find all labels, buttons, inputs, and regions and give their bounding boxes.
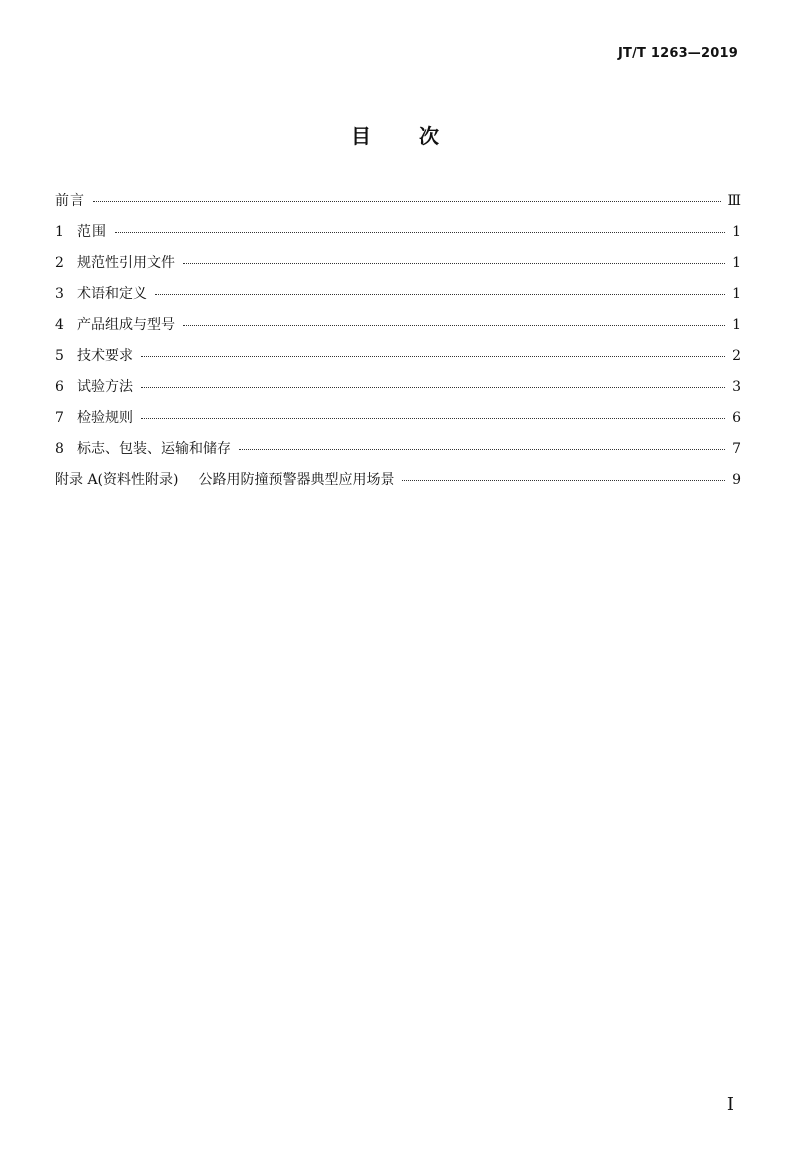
standard-code: JT/T 1263—2019 xyxy=(617,46,738,61)
toc-label: 标志、包装、运输和储存 xyxy=(77,441,231,457)
toc-label: 术语和定义 xyxy=(77,286,147,302)
toc-number: 8 xyxy=(55,441,64,457)
toc-page: 3 xyxy=(732,379,741,395)
toc-page: 1 xyxy=(732,255,741,271)
toc-label: 前言 xyxy=(55,193,85,209)
dot-leader xyxy=(141,418,725,419)
dot-leader xyxy=(402,480,725,481)
toc-entry-requirements[interactable] xyxy=(55,345,741,376)
dot-leader xyxy=(183,325,725,326)
toc-page: Ⅲ xyxy=(727,193,741,209)
page-title xyxy=(0,120,790,149)
toc-entry-composition[interactable] xyxy=(55,314,741,345)
table-of-contents xyxy=(55,190,741,500)
dot-leader xyxy=(115,232,725,233)
toc-label: 检验规则 xyxy=(77,410,133,426)
toc-entry-test-methods[interactable] xyxy=(55,376,741,407)
title-char-1: 目 xyxy=(351,124,371,148)
toc-number: 4 xyxy=(55,317,64,333)
toc-label: 规范性引用文件 xyxy=(77,255,175,271)
toc-number: 7 xyxy=(55,410,64,426)
dot-leader xyxy=(155,294,725,295)
toc-page: 9 xyxy=(732,472,741,488)
dot-leader xyxy=(183,263,725,264)
toc-entry-annex-a[interactable] xyxy=(55,469,741,500)
toc-label: 产品组成与型号 xyxy=(77,317,175,333)
toc-page: 6 xyxy=(732,410,741,426)
dot-leader xyxy=(239,449,725,450)
page-number: I xyxy=(726,1094,734,1115)
toc-entry-marking-packaging[interactable] xyxy=(55,438,741,469)
toc-number: 3 xyxy=(55,286,64,302)
toc-entry-scope[interactable] xyxy=(55,221,741,252)
title-char-2: 次 xyxy=(419,124,439,148)
toc-entry-normative-references[interactable] xyxy=(55,252,741,283)
toc-label: 试验方法 xyxy=(77,379,133,395)
toc-number: 5 xyxy=(55,348,64,364)
toc-number: 6 xyxy=(55,379,64,395)
toc-page: 1 xyxy=(732,286,741,302)
dot-leader xyxy=(141,387,725,388)
toc-number: 1 xyxy=(55,224,64,240)
toc-label: 范围 xyxy=(77,224,107,240)
toc-page: 7 xyxy=(732,441,741,457)
toc-page: 1 xyxy=(732,317,741,333)
dot-leader xyxy=(141,356,725,357)
toc-label: 技术要求 xyxy=(77,348,133,364)
toc-sublabel: 公路用防撞预警器典型应用场景 xyxy=(198,472,395,488)
dot-leader xyxy=(93,201,721,202)
toc-number: 2 xyxy=(55,255,64,271)
toc-entry-terms[interactable] xyxy=(55,283,741,314)
toc-entry-foreword[interactable] xyxy=(55,190,741,221)
toc-page: 1 xyxy=(732,224,741,240)
toc-entry-inspection-rules[interactable] xyxy=(55,407,741,438)
toc-label: 附录 A(资料性附录) xyxy=(55,472,179,488)
toc-page: 2 xyxy=(732,348,741,364)
